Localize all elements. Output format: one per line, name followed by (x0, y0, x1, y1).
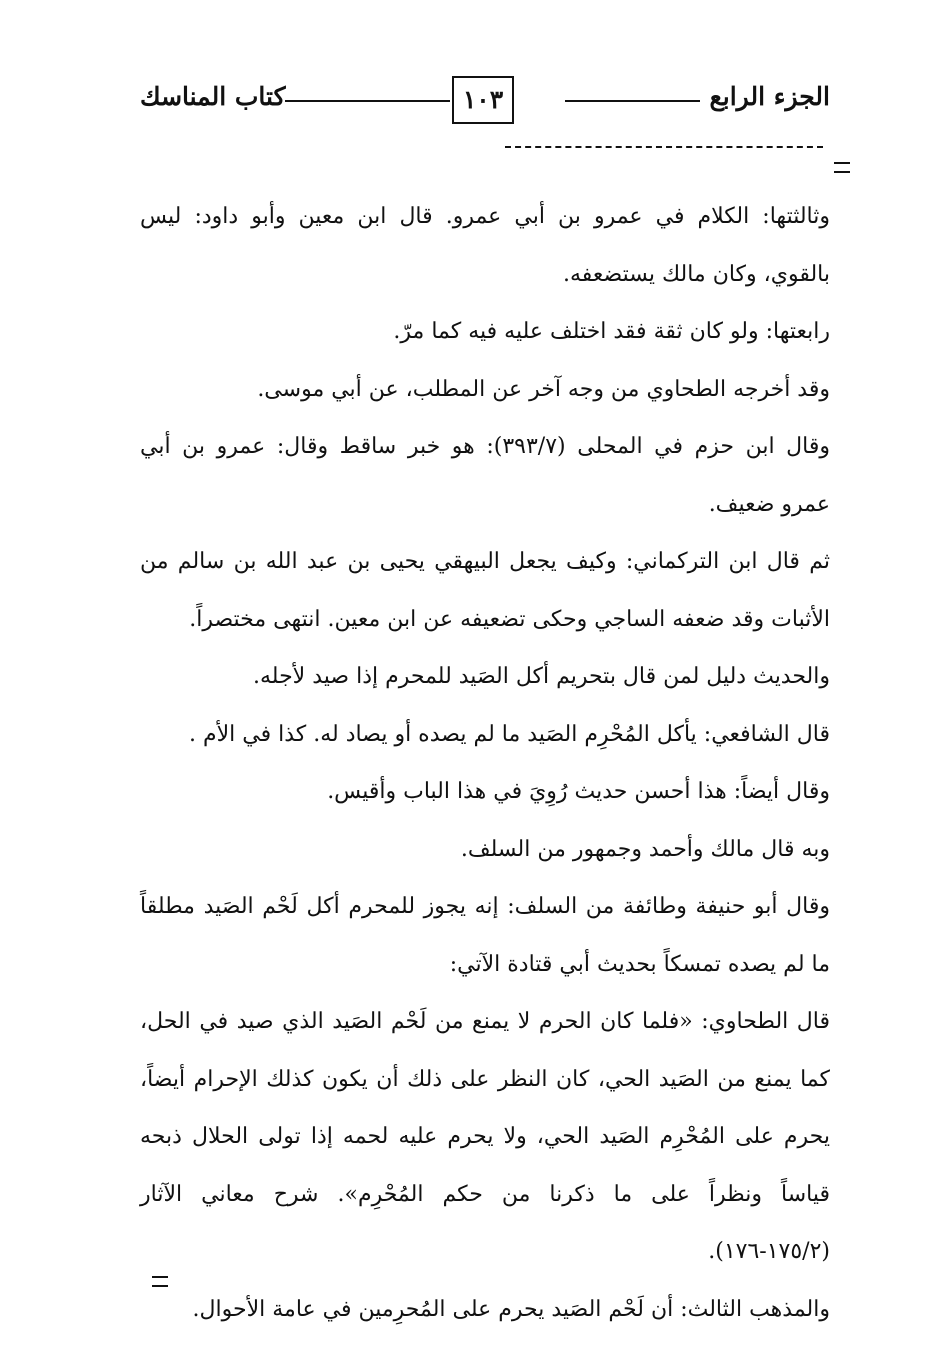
footnote-divider (505, 146, 823, 148)
continuation-mark (834, 162, 850, 173)
paragraph: وثالثتها: الكلام في عمرو بن أبي عمرو. قال ابن معين وأبو داود: ليس بالقوي، وكان مالك يستضعفه. (140, 204, 830, 287)
page-number: ١٠٣ (452, 76, 514, 124)
paragraph: وقال ابن حزم في المحلى (٣٩٣/٧): هو خبر ساقط وقال: عمرو بن أبي عمرو ضعيف. (140, 434, 830, 517)
book-title: كتاب المناسك (140, 82, 286, 111)
part-title: الجزء الرابع (709, 82, 830, 111)
paragraph: وقد أخرجه الطحاوي من وجه آخر عن المطلب، عن أبي موسى. (257, 376, 830, 402)
end-mark (152, 1276, 168, 1287)
paragraph: رابعتها: ولو كان ثقة فقد اختلف عليه فيه كما مرّ. (393, 319, 830, 344)
paragraph: وقال أيضاً: هذا أحسن حديث رُوِيَ في هذا الباب وأقيس. (327, 779, 830, 804)
paragraph: ثم قال ابن التركماني: وكيف يجعل البيهقي يحيى بن عبد الله بن سالم من الأثبات وقد ضعفه الساجي وحكى تضعيفه عن ابن معين. انتهى مختصراً. (140, 549, 830, 632)
paragraph: وبه قال مالك وأحمد وجمهور من السلف. (460, 836, 830, 862)
header-rule (285, 100, 450, 102)
paragraph: والحديث دليل لمن قال بتحريم أكل الصَيد للمحرم إذا صيد لأجله. (253, 664, 830, 689)
running-header (140, 72, 830, 128)
paragraph: قال الطحاوي: «فلما كان الحرم لا يمنع من لَحْم الصَيد الذي صيد في الحل، كما يمنع من الصَيد الحي، كان النظر على ذلك أن يكون كذلك الإحرام أيضاً، يحرم على المُحْرِم الصَيد الحي، ولا يحرم عليه لحمه إذا تولى الحلال ذبحه قياساً ونظراً على ما ذكرنا من حكم المُحْرِم». شرح معاني الآثار (١٧٥/٢-١٧٦). (140, 1009, 830, 1264)
header-rule (565, 100, 700, 102)
paragraph: وقال أبو حنيفة وطائفة من السلف: إنه يجوز للمحرم أكل لَحْم الصَيد مطلقاً ما لم يصده تمسكاً بحديث أبي قتادة الآتي: (140, 894, 830, 977)
page-body (140, 188, 830, 1338)
paragraph: والمذهب الثالث: أن لَحْم الصَيد يحرم على المُحرِمين في عامة الأحوال. (192, 1296, 830, 1322)
paragraph: قال الشافعي: يأكل المُحْرِم الصَيد ما لم يصده أو يصاد له. كذا في الأم . (189, 721, 830, 747)
